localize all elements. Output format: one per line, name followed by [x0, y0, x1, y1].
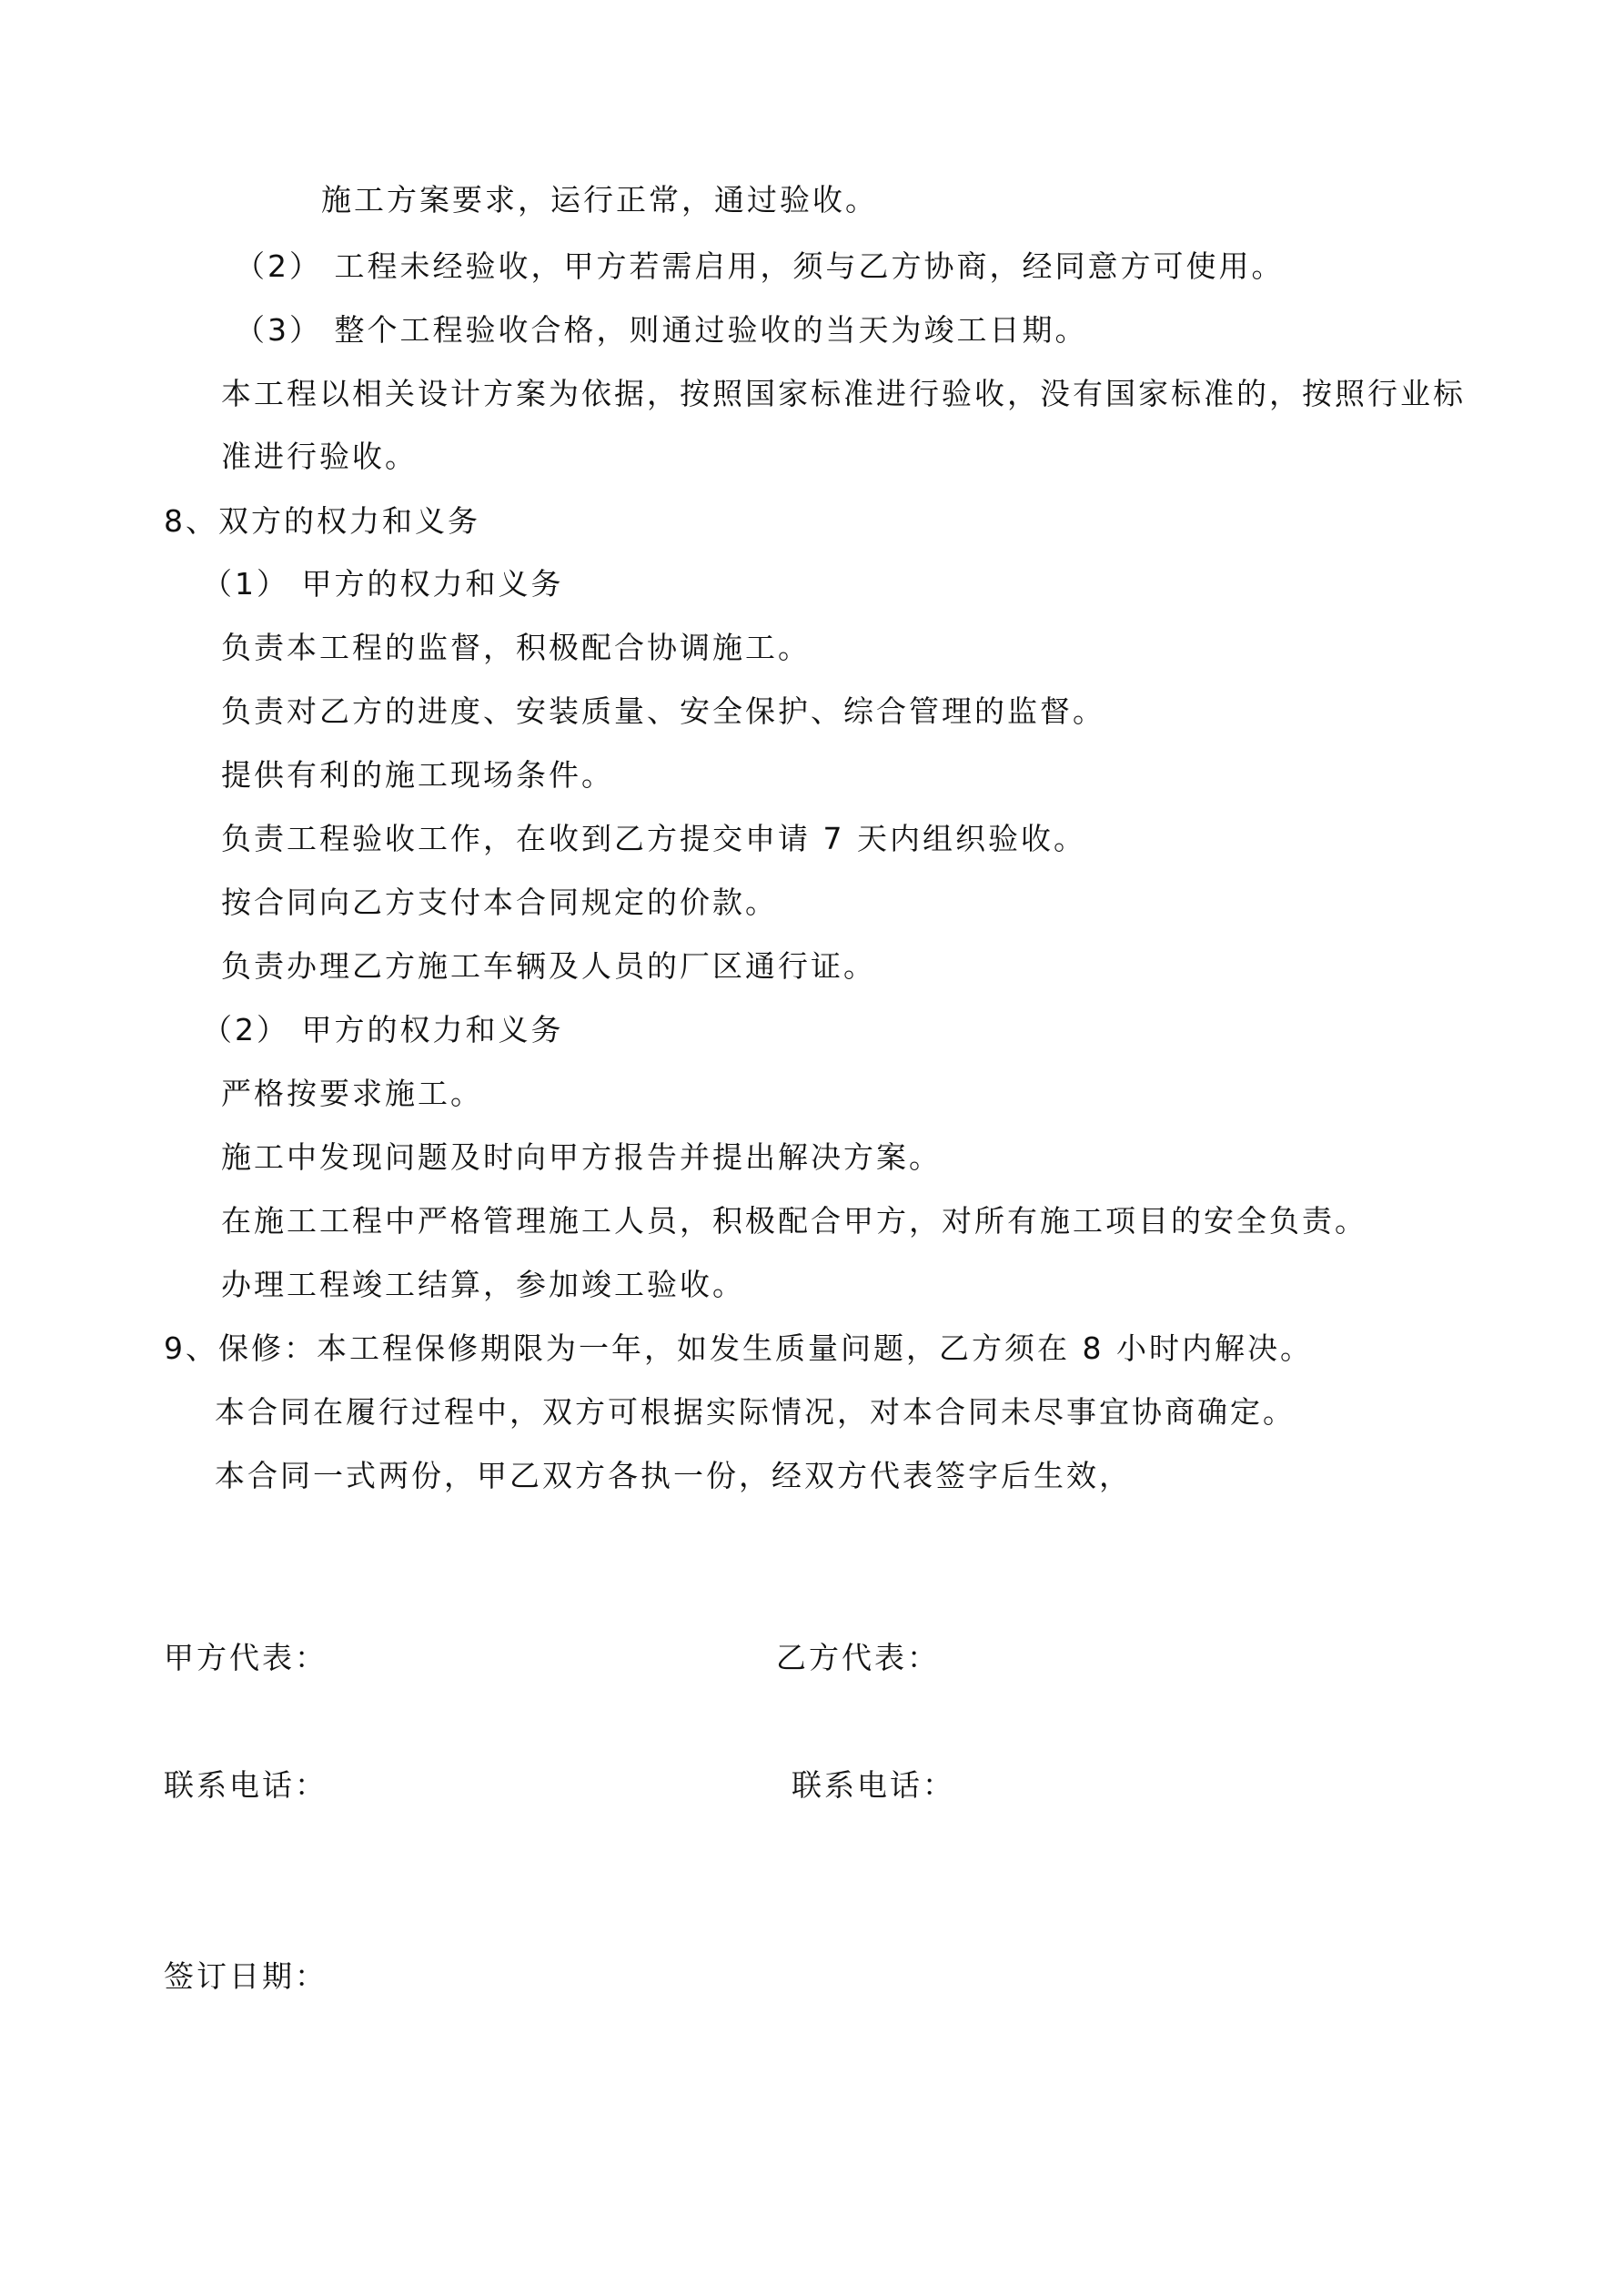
body-line: 本合同一式两份，甲乙双方各执一份，经双方代表签字后生效， [215, 1458, 1132, 1493]
body-line: （3） 整个工程验收合格，则通过验收的当天为竣工日期。 [235, 312, 1088, 348]
party-b-phone-label: 联系电话： [792, 1767, 955, 1803]
body-line: 准进行验收。 [221, 439, 418, 474]
body-line: 施工中发现问题及时向甲方报告并提出解决方案。 [221, 1139, 942, 1175]
subsection-heading: （2） 甲方的权力和义务 [202, 1012, 564, 1047]
body-line: 办理工程竣工结算，参加竣工验收。 [221, 1267, 745, 1302]
body-line: 在施工工程中严格管理施工人员，积极配合甲方，对所有施工项目的安全负责。 [221, 1203, 1367, 1239]
body-line: 负责工程验收工作，在收到乙方提交申请 7 天内组织验收。 [221, 821, 1086, 856]
body-line: （2） 工程未经验收，甲方若需启用，须与乙方协商，经同意方可使用。 [235, 248, 1285, 284]
body-line: 负责办理乙方施工车辆及人员的厂区通行证。 [221, 948, 876, 984]
body-line: 按合同向乙方支付本合同规定的价款。 [221, 885, 778, 920]
section-heading: 9、保修：本工程保修期限为一年，如发生质量问题，乙方须在 8 小时内解决。 [164, 1330, 1313, 1366]
body-line: 负责对乙方的进度、安装质量、安全保护、综合管理的监督。 [221, 693, 1105, 729]
body-line: 负责本工程的监督，积极配合协调施工。 [221, 630, 811, 665]
body-line: 本合同在履行过程中，双方可根据实际情况，对本合同未尽事宜协商确定。 [215, 1394, 1296, 1430]
body-line: 提供有利的施工现场条件。 [221, 757, 614, 793]
body-line: 施工方案要求，运行正常，通过验收。 [321, 182, 878, 217]
party-a-representative-label: 甲方代表： [164, 1640, 328, 1675]
body-line: 严格按要求施工。 [221, 1076, 483, 1111]
body-line: 本工程以相关设计方案为依据，按照国家标准进行验收，没有国家标准的，按照行业标 [221, 376, 1466, 411]
subsection-heading: （1） 甲方的权力和义务 [202, 566, 564, 602]
sign-date-label: 签订日期： [164, 1958, 328, 1994]
section-heading: 8、双方的权力和义务 [164, 503, 480, 539]
party-b-representative-label: 乙方代表： [776, 1640, 940, 1675]
party-a-phone-label: 联系电话： [164, 1767, 328, 1803]
